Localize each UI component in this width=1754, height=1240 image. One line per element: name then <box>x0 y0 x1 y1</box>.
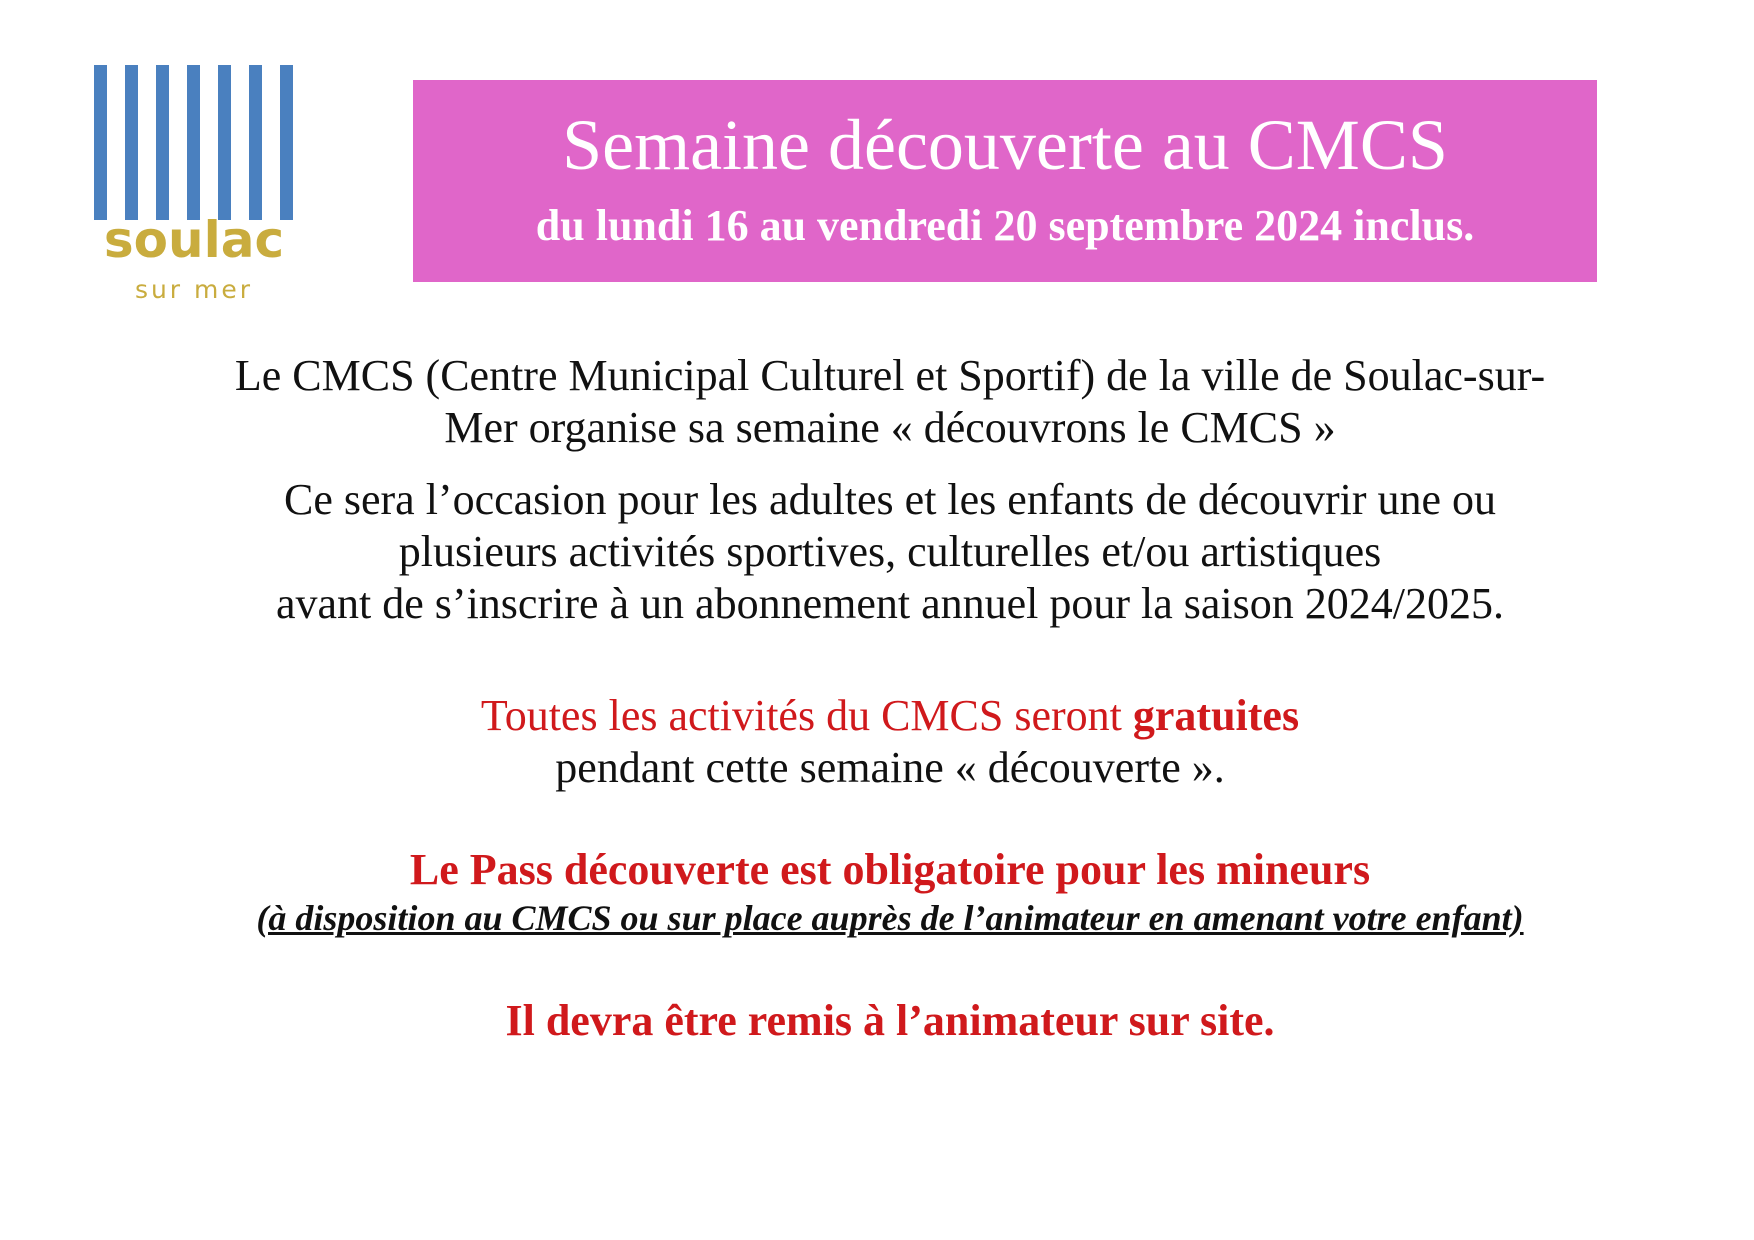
intro-line: Mer organise sa semaine « découvrons le CMCS » <box>444 403 1336 452</box>
intro-line: Le CMCS (Centre Municipal Culturel et Sportif) de la ville de Soulac-sur- <box>234 351 1546 400</box>
banner-title: Semaine découverte au CMCS <box>562 105 1448 185</box>
logo-bars-icon <box>94 65 294 220</box>
pass-final: Il devra être remis à l’animateur sur site. <box>505 996 1275 1045</box>
occasion-line: plusieurs activités sportives, culturelles et/ou artistiques <box>398 527 1382 576</box>
free-emphasis: gratuites <box>1132 691 1300 740</box>
pass-title: Le Pass découverte est obligatoire pour les mineurs <box>409 845 1371 894</box>
logo-tagline: sur mer <box>134 275 254 304</box>
occasion-line: avant de s’inscrire à un abonnement annuel pour la saison 2024/2025. <box>275 579 1504 628</box>
intro-paragraph <box>100 350 1680 454</box>
logo-wordmark: soulac <box>103 211 285 269</box>
soulac-logo <box>94 65 294 305</box>
free-activities-paragraph <box>100 690 1680 794</box>
pass-note: (à disposition au CMCS ou sur place auprès de l’animateur en amenant votre enfant) <box>256 898 1524 938</box>
announcement-body <box>100 350 1680 1047</box>
free-line-2: pendant cette semaine « découverte ». <box>555 743 1225 792</box>
title-banner <box>413 80 1597 282</box>
free-line <box>100 690 1680 742</box>
free-line-text: Toutes les activités du CMCS seront <box>480 691 1133 740</box>
occasion-line: Ce sera l’occasion pour les adultes et les enfants de découvrir une ou <box>283 475 1497 524</box>
occasion-paragraph <box>100 474 1680 630</box>
banner-subtitle: du lundi 16 au vendredi 20 septembre 2024 inclus. <box>535 201 1475 250</box>
